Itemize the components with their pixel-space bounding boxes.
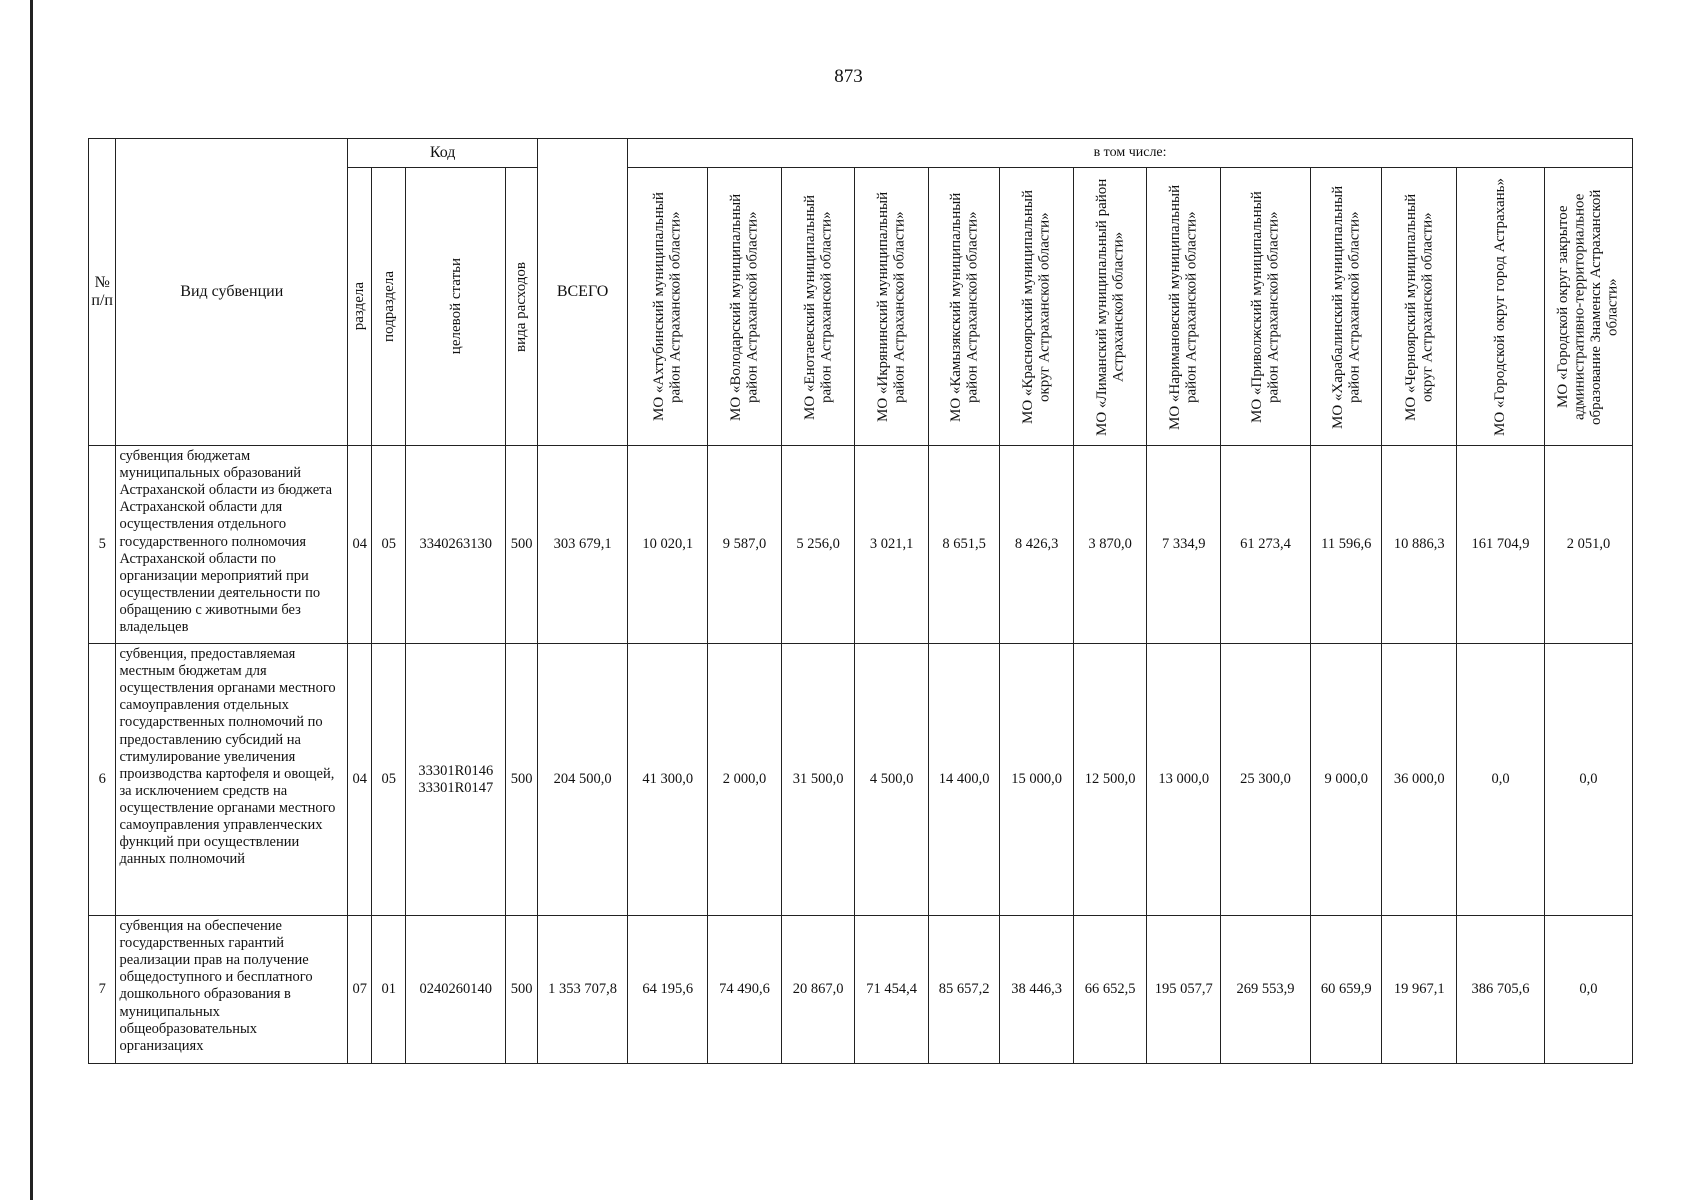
row-mo-value: 5 256,0	[781, 446, 855, 644]
row-mo-value: 9 000,0	[1311, 644, 1382, 916]
row-mo-value: 269 553,9	[1221, 916, 1311, 1064]
mo-header-7	[1073, 168, 1147, 446]
row-number: 5	[89, 446, 116, 644]
row-description: субвенция бюджетам муниципальных образований Астраханской области из бюджета Астраханской области для осуществления отдельного государственного полномочия Астраханской области по организации мероприятий при осуществлении деятельности по обращению с животными без владельцев	[116, 446, 348, 644]
row-mo-value: 9 587,0	[708, 446, 782, 644]
row-description: субвенция на обеспечение государственных гарантий реализации прав на получение общедоступного и бесплатного дошкольного образования в муниципальных общеобразовательных организациях	[116, 916, 348, 1064]
mo-header-label: МО «Городской округ закрытое административно-территориальное образование Знаменск Астраханской области»	[1555, 188, 1621, 425]
mo-header-label: МО «Камызякский муниципальный район Астраханской области»	[947, 191, 981, 422]
row-mo-value: 0,0	[1544, 916, 1632, 1064]
row-mo-value: 20 867,0	[781, 916, 855, 1064]
code-vid-header	[506, 168, 538, 446]
row-mo-value: 386 705,6	[1457, 916, 1545, 1064]
row-vid: 500	[506, 916, 538, 1064]
row-celevaya: 3340263130	[406, 446, 506, 644]
page-number: 873	[834, 66, 863, 87]
row-mo-value: 195 057,7	[1147, 916, 1221, 1064]
mo-header-label: МО «Енотаевский муниципальный район Астраханской области»	[801, 193, 835, 420]
row-mo-value: 3 870,0	[1073, 446, 1147, 644]
row-total: 1 353 707,8	[538, 916, 628, 1064]
row-mo-value: 0,0	[1544, 644, 1632, 916]
row-mo-value: 74 490,6	[708, 916, 782, 1064]
row-total: 303 679,1	[538, 446, 628, 644]
row-vid: 500	[506, 644, 538, 916]
row-mo-value: 2 051,0	[1544, 446, 1632, 644]
row-vid: 500	[506, 446, 538, 644]
row-mo-value: 85 657,2	[928, 916, 999, 1064]
row-mo-value: 14 400,0	[928, 644, 999, 916]
row-mo-value: 0,0	[1457, 644, 1545, 916]
row-mo-value: 15 000,0	[1000, 644, 1074, 916]
mo-header-label: МО «Харабалинский муниципальный район Астраханской области»	[1329, 184, 1363, 429]
row-mo-value: 41 300,0	[628, 644, 708, 916]
row-mo-value: 25 300,0	[1221, 644, 1311, 916]
row-mo-value: 8 426,3	[1000, 446, 1074, 644]
row-mo-value: 31 500,0	[781, 644, 855, 916]
row-podrazdel: 05	[372, 644, 406, 916]
mo-header-label: МО «Наримановский муниципальный район Астраханской области»	[1167, 183, 1200, 430]
row-mo-value: 8 651,5	[928, 446, 999, 644]
row-mo-value: 4 500,0	[855, 644, 929, 916]
mo-header-9	[1221, 168, 1311, 446]
mo-header-label: МО «Лиманский муниципальный район Астраханской области»	[1093, 177, 1127, 436]
row-mo-value: 19 967,1	[1382, 916, 1457, 1064]
subvention-table	[88, 138, 1633, 1064]
row-razdel: 07	[348, 916, 372, 1064]
including-header: в том числе:	[628, 139, 1633, 168]
mo-header-12	[1457, 168, 1545, 446]
row-total: 204 500,0	[538, 644, 628, 916]
mo-header-1	[628, 168, 708, 446]
mo-header-2	[708, 168, 782, 446]
row-podrazdel: 05	[372, 446, 406, 644]
row-mo-value: 71 454,4	[855, 916, 929, 1064]
row-mo-value: 10 886,3	[1382, 446, 1457, 644]
mo-header-label: МО «Городской округ город Астрахань»	[1492, 177, 1509, 436]
row-mo-value: 11 596,6	[1311, 446, 1382, 644]
row-number: 7	[89, 916, 116, 1064]
mo-header-6	[1000, 168, 1074, 446]
mo-header-label: МО «Красноярский муниципальный округ Астраханской области»	[1020, 189, 1053, 424]
table-row	[89, 644, 1633, 916]
row-mo-value: 12 500,0	[1073, 644, 1147, 916]
row-podrazdel: 01	[372, 916, 406, 1064]
row-celevaya: 33301R0146 33301R0147	[406, 644, 506, 916]
mo-header-3	[781, 168, 855, 446]
mo-header-13	[1544, 168, 1632, 446]
col-kind-header: Вид субвенции	[116, 139, 348, 446]
mo-header-5	[928, 168, 999, 446]
row-mo-value: 3 021,1	[855, 446, 929, 644]
mo-header-label: МО «Икрянинский муниципальный район Астраханской области»	[875, 191, 908, 422]
row-mo-value: 161 704,9	[1457, 446, 1545, 644]
mo-header-label: МО «Володарский муниципальный район Астраханской области»	[728, 192, 761, 421]
row-mo-value: 60 659,9	[1311, 916, 1382, 1064]
code-podrazdel-header	[372, 168, 406, 446]
mo-header-11	[1382, 168, 1457, 446]
code-celevaya-header	[406, 168, 506, 446]
mo-header-8	[1147, 168, 1221, 446]
row-mo-value: 10 020,1	[628, 446, 708, 644]
code-razdel-header	[348, 168, 372, 446]
row-razdel: 04	[348, 446, 372, 644]
row-razdel: 04	[348, 644, 372, 916]
code-vid-label: вида расходов	[513, 261, 530, 352]
mo-header-label: МО «Приволжский муниципальный район Астраханской области»	[1249, 190, 1282, 423]
row-mo-value: 7 334,9	[1147, 446, 1221, 644]
row-mo-value: 61 273,4	[1221, 446, 1311, 644]
page-binding-line	[30, 0, 33, 1200]
row-mo-value: 13 000,0	[1147, 644, 1221, 916]
table-row	[89, 916, 1633, 1064]
row-number: 6	[89, 644, 116, 916]
mo-header-4	[855, 168, 929, 446]
table-row	[89, 446, 1633, 644]
mo-header-10	[1311, 168, 1382, 446]
code-group-header: Код	[348, 139, 538, 168]
code-razdel-label: раздела	[351, 282, 368, 331]
code-celevaya-label: целевой статьи	[447, 258, 464, 355]
row-mo-value: 66 652,5	[1073, 916, 1147, 1064]
row-mo-value: 64 195,6	[628, 916, 708, 1064]
mo-header-label: МО «Ахтубинский муниципальный район Астраханской области»	[651, 192, 684, 421]
row-mo-value: 38 446,3	[1000, 916, 1074, 1064]
row-mo-value: 36 000,0	[1382, 644, 1457, 916]
col-number-header: № п/п	[89, 139, 116, 446]
row-description: субвенция, предоставляемая местным бюджетам для осуществления органами местного самоуправления отдельных государственных полномочий по предоставлению субсидий на стимулирование увеличения производства картофеля и овощей, за исключением средств на осуществление органами местного самоуправления управленческих функций при осуществлении данных полномочий	[116, 644, 348, 916]
mo-header-label: МО «Черноярский муниципальный округ Астраханской области»	[1402, 192, 1436, 421]
row-celevaya: 0240260140	[406, 916, 506, 1064]
code-podrazdel-label: подраздела	[380, 271, 397, 342]
total-header: ВСЕГО	[538, 139, 628, 446]
row-mo-value: 2 000,0	[708, 644, 782, 916]
